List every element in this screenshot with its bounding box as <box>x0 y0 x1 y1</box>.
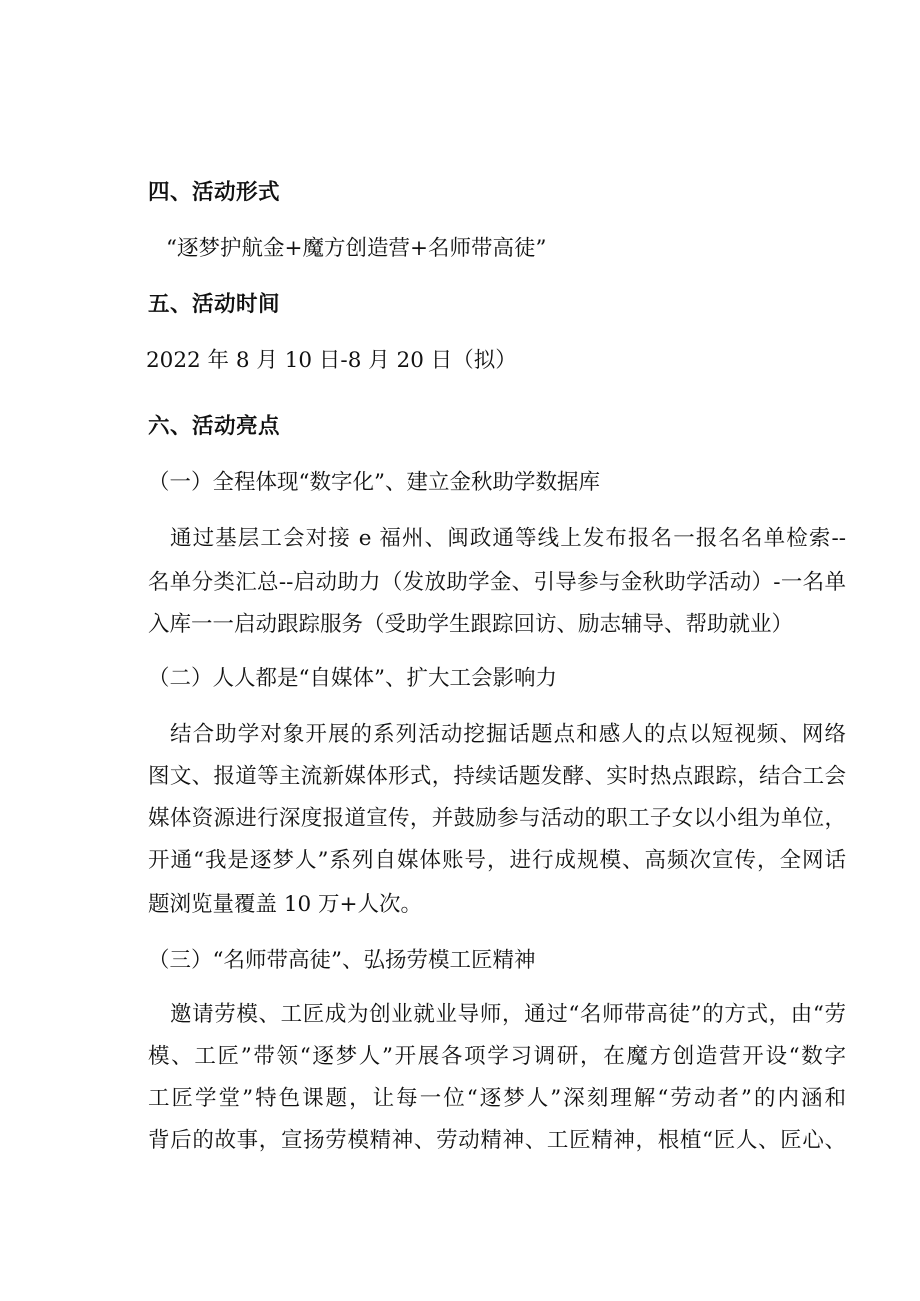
paragraph-3-line-1: 邀请劳模、工匠成为创业就业导师，通过“名师带高徒”的方式，由“劳 <box>170 1002 846 1027</box>
paragraph-2-line-5: 题浏览量覆盖 10 万+人次。 <box>148 892 423 917</box>
paragraph-1-line-3: 入库一一启动跟踪服务（受助学生跟踪回访、励志辅导、帮助就业） <box>148 612 794 637</box>
paragraph-3-line-2: 模、工匠”带领“逐梦人”开展各项学习调研，在魔方创造营开设“数字 <box>148 1044 846 1069</box>
paragraph-1-line-2: 名单分类汇总--启动助力（发放助学金、引导参与金秋助学活动）-一名单 <box>148 570 846 595</box>
subsection-title-1: （一）全程体现“数字化”、建立金秋助学数据库 <box>148 470 600 495</box>
paragraph-1-line-1: 通过基层工会对接 e 福州、闽政通等线上发布报名一报名名单检索-- <box>170 526 846 551</box>
paragraph-3-line-3: 工匠学堂”特色课题，让每一位“逐梦人”深刻理解“劳动者”的内涵和 <box>148 1086 846 1111</box>
paragraph-2-line-1: 结合助学对象开展的系列活动挖掘话题点和感人的点以短视频、网络 <box>170 722 846 747</box>
activity-format-text: “逐梦护航金+魔方创造营+名师带高徒” <box>166 236 547 261</box>
section-heading-6: 六、活动亮点 <box>148 414 281 439</box>
subsection-title-2: （二）人人都是“自媒体”、扩大工会影响力 <box>148 666 557 691</box>
paragraph-3-line-4: 背后的故事，宣扬劳模精神、劳动精神、工匠精神，根植“匠人、匠心、 <box>148 1128 846 1153</box>
activity-time-text: 2022 年 8 月 10 日-8 月 20 日（拟） <box>146 348 517 373</box>
section-heading-5: 五、活动时间 <box>148 292 281 317</box>
section-heading-4: 四、活动形式 <box>148 180 281 205</box>
subsection-title-3: （三）“名师带高徒”、弘扬劳模工匠精神 <box>148 948 536 973</box>
paragraph-2-line-3: 媒体资源进行深度报道宣传，并鼓励参与活动的职工子女以小组为单位， <box>148 806 846 831</box>
paragraph-2-line-2: 图文、报道等主流新媒体形式，持续话题发酵、实时热点跟踪，结合工会 <box>148 764 846 789</box>
paragraph-2-line-4: 开通“我是逐梦人”系列自媒体账号，进行成规模、高频次宣传，全网话 <box>148 848 846 873</box>
